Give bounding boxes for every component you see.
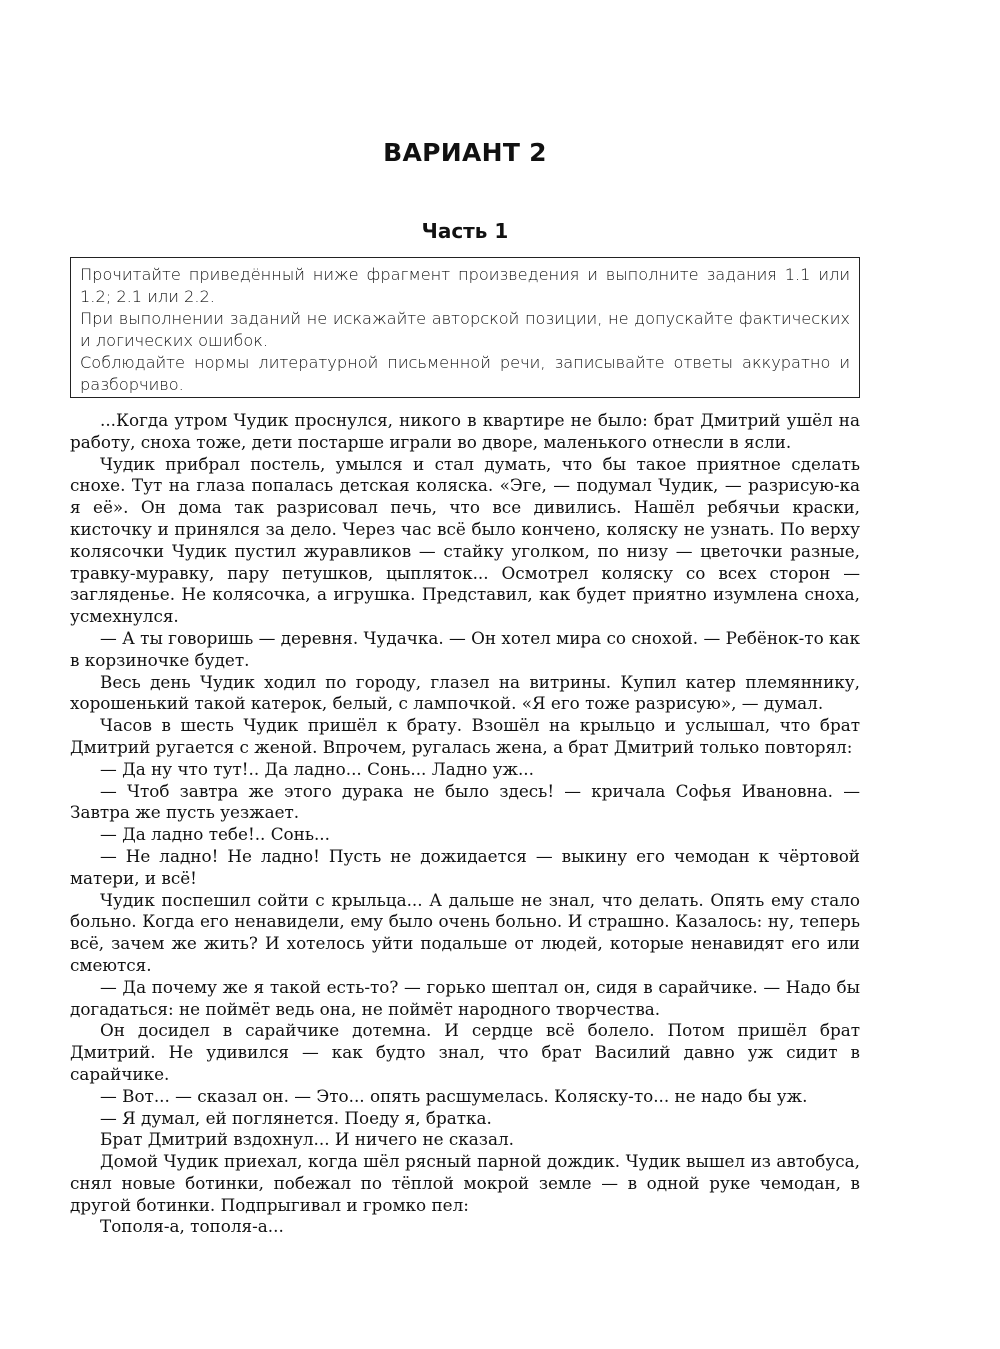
text-paragraph: — Чтоб завтра же этого дурака не было здесь! — кричала Софья Ивановна. — Завтра же пусть уезжает. [70,780,860,823]
text-paragraph: Чудик поспешил сойти с крыльца... А дальше не знал, что делать. Опять ему стало больно. Когда его ненавидели, ему было очень больно. И страшно. Казалось: ну, теперь всё, зачем же жить? И хотелось уйти подальше от людей, которые ненавидят его или смеются. [70,889,860,975]
text-paragraph: ...Когда утром Чудик проснулся, никого в квартире не было: брат Дмитрий ушёл на работу, сноха тоже, дети постарше играли во дворе, маленького отнесли в ясли. [70,410,860,452]
text-paragraph: — Не ладно! Не ладно! Пусть не дожидается — выкину его чемодан к чёртовой матери, и всё! [70,845,860,888]
text-paragraph: — Да почему же я такой есть-то? — горько шептал он, сидя в сарайчике. — Надо бы догадаться: не поймёт ведь она, не поймёт народного творчества. [70,976,860,1019]
text-paragraph: Домой Чудик приехал, когда шёл рясный парной дождик. Чудик вышел из автобуса, снял новые ботинки, побежал по тёплой мокрой земле — в одной руке чемодан, в другой ботинки. Подпрыгивал и громко пел: [70,1151,860,1215]
text-paragraph: — Да ну что тут!.. Да ладно... Сонь... Ладно уж... [100,758,534,779]
variant-title: ВАРИАНТ 2 [383,138,547,167]
instruction-paragraph: Соблюдайте нормы литературной письменной речи, записывайте ответы аккуратно и разборчиво. [80,353,850,394]
text-paragraph: — Вот... — сказал он. — Это... опять расшумелась. Коляску-то... не надо бы уж. [100,1085,808,1106]
instruction-paragraph: Прочитайте приведённый ниже фрагмент произведения и выполните задания 1.1 или 1.2; 2.1 или 2.2. [80,265,850,306]
text-paragraph: Он досидел в сарайчике дотемна. И сердце всё болело. Потом пришёл брат Дмитрий. Не удивился — как будто знал, что брат Василий давно уж сидит в сарайчике. [70,1020,860,1084]
text-paragraph: — Да ладно тебе!.. Сонь... [100,824,330,845]
text-paragraph: — Я думал, ей поглянется. Поеду я, братка. [100,1107,492,1128]
literary-fragment [70,410,860,1238]
text-paragraph: Брат Дмитрий вздохнул... И ничего не сказал. [100,1129,514,1150]
text-paragraph: Часов в шесть Чудик пришёл к брату. Взошёл на крыльцо и услышал, что брат Дмитрий ругается с женой. Впрочем, ругалась жена, а брат Дмитрий только повторял: [70,715,860,757]
instructions-box [70,257,860,398]
text-paragraph: — А ты говоришь — деревня. Чудачка. — Он хотел мира со снохой. — Ребёнок-то как в корзиночке будет. [70,627,860,670]
text-paragraph: Тополя-а, тополя-а... [100,1216,284,1237]
text-paragraph: Чудик прибрал постель, умылся и стал думать, что бы такое приятное сделать снохе. Тут на глаза попалась детская коляска. «Эге, — подумал Чудик, — разрисую-ка я её». Он дома так разрисовал печь, что все дивились. Нашёл ребячьи краски, кисточку и принялся за дело. Через час всё было кончено, коляску не узнать. По верху колясочки Чудик пустил журавликов — стайку уголком, по низу — цветочки разные, травку-муравку, пару петушков, цыпляток... Осмотрел коляску со всех сторон — загляденье. Не колясочка, а игрушка. Представил, как будет приятно изумлена сноха, усмехнулся. [70,453,860,627]
instruction-paragraph: При выполнении заданий не искажайте авторской позиции, не допускайте фактических и логических ошибок. [80,309,850,350]
part-title: Часть 1 [421,219,509,243]
text-paragraph: Весь день Чудик ходил по городу, глазел на витрины. Купил катер племяннику, хорошенький такой катерок, белый, с лампочкой. «Я его тоже разрисую», — думал. [70,671,860,714]
